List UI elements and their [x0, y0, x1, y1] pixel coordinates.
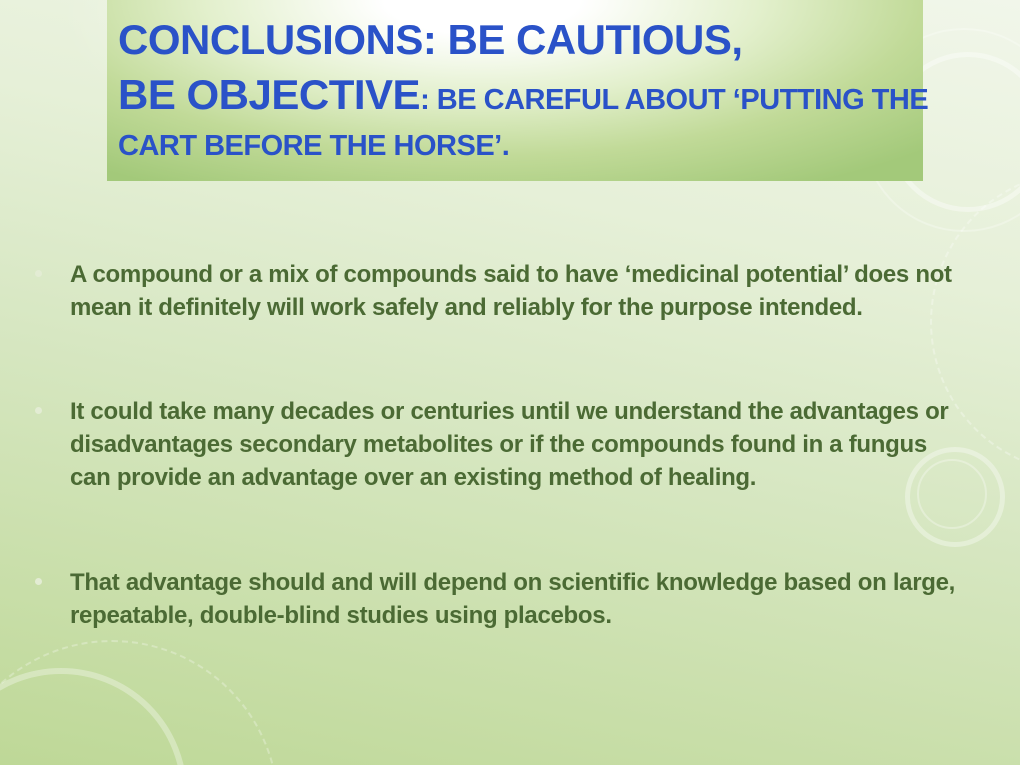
bullet-list	[35, 258, 965, 703]
title-line-3: CART BEFORE THE HORSE’.	[118, 129, 510, 162]
bullet-dot-icon	[35, 407, 42, 414]
title-box	[107, 0, 929, 181]
title-line-1: CONCLUSIONS: BE CAUTIOUS,	[118, 16, 743, 63]
bullet-item	[35, 395, 965, 494]
slide-title	[107, 0, 929, 168]
bullet-item	[35, 258, 965, 324]
bullet-dot-icon	[35, 578, 42, 585]
bullet-text: That advantage should and will depend on scientific knowledge based on large, repeatable, double-blind studies using placebos.	[70, 568, 956, 629]
bullet-text: A compound or a mix of compounds said to have ‘medicinal potential’ does not mean it definitely will work safely and reliably for the purpose intended.	[70, 261, 952, 322]
bullet-text: It could take many decades or centuries until we understand the advantages or disadvantages secondary metabolites or if the compounds found in a fungus can provide an advantage over an existing method of healing.	[70, 398, 949, 492]
title-line-2-emphasis: BE OBJECTIVE	[118, 71, 421, 119]
bullet-item	[35, 566, 965, 632]
bullet-dot-icon	[35, 270, 42, 277]
title-line-2-rest: : BE CAREFUL ABOUT ‘PUTTING THE	[420, 84, 929, 117]
